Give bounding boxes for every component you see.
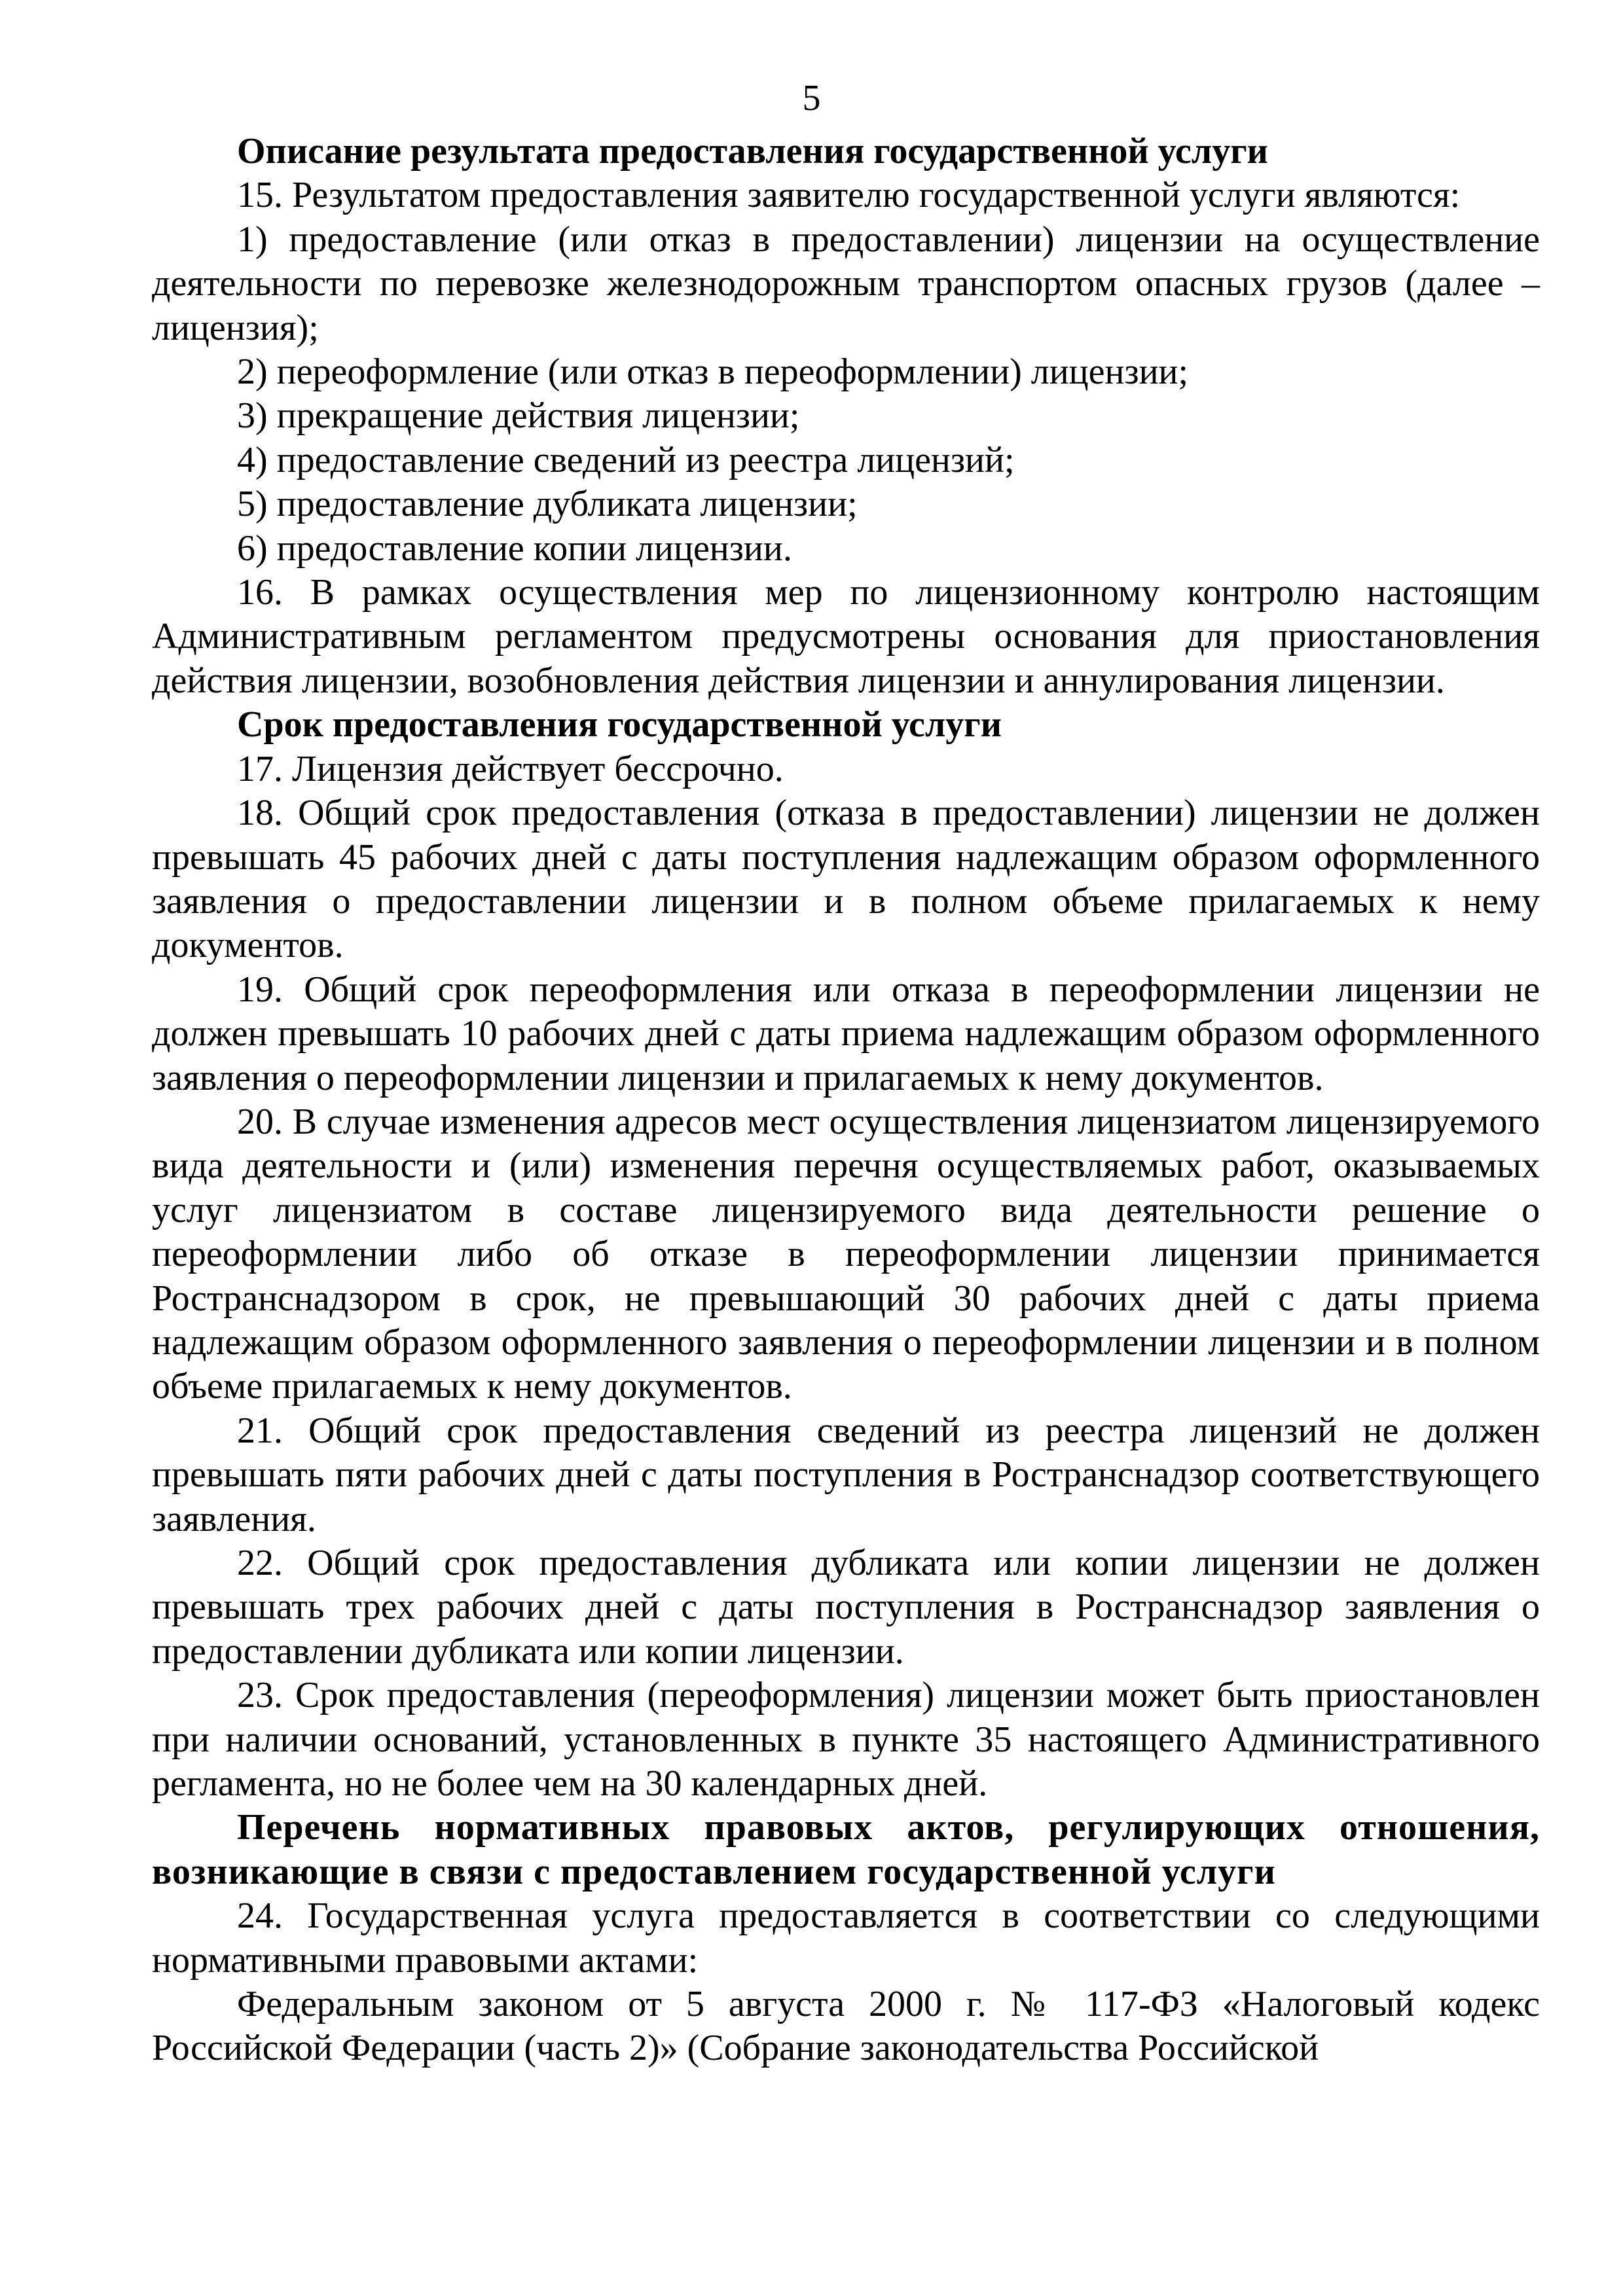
page-number: 5 <box>802 78 821 118</box>
section-heading-acts: Перечень нормативных правовых актов, регулирующих отношения, возникающие в связи с предоставлением государственной услуги <box>152 1807 1540 1892</box>
paragraph-21: 21. Общий срок предоставления сведений из реестра лицензий не должен превышать пяти рабочих дней с даты поступления в Ространснадзор соответствующего заявления. <box>152 1410 1540 1539</box>
paragraph-22: 22. Общий срок предоставления дубликата или копии лицензии не должен превышать трех рабочих дней с даты поступления в Ространснадзор заявления о предоставлении дубликата или копии лицензии. <box>152 1543 1540 1672</box>
paragraph-19: 19. Общий срок переоформления или отказа в переоформлении лицензии не должен превышать 10 рабочих дней с даты приема надлежащим образом оформленного заявления о переоформлении лицензии и прилагаемых к нему документов. <box>152 969 1540 1098</box>
list-item-15-2: 2) переоформление (или отказ в переоформлении) лицензии; <box>237 351 1189 393</box>
list-item-15-3: 3) прекращение действия лицензии; <box>237 395 800 437</box>
paragraph-17: 17. Лицензия действует бессрочно. <box>237 748 784 789</box>
paragraph-23: 23. Срок предоставления (переоформления) лицензии может быть приостановлен при наличии оснований, установленных в пункте 35 настоящего Административного регламента, но не более чем на 30 календарных дней. <box>152 1675 1540 1804</box>
paragraph-20: 20. В случае изменения адресов мест осуществления лицензиатом лицензируемого вида деятельности и (или) изменения перечня осуществляемых работ, оказываемых услуг лицензиатом в составе лицензируемого вида деятельности решение о переоформлении либо об отказе в переоформлении лицензии принимается Ространснадзором в срок, не превышающий 30 рабочих дней с даты приема надлежащим образом оформленного заявления о переоформлении лицензии и в полном объеме прилагаемых к нему документов. <box>152 1101 1540 1407</box>
paragraph-24-law: Федеральным законом от 5 августа 2000 г. № 117-ФЗ «Налоговый кодекс Российской Федерации (часть 2)» (Собрание законодательства Российской <box>152 1984 1540 2069</box>
list-item-15-4: 4) предоставление сведений из реестра лицензий; <box>237 439 1015 480</box>
paragraph-18: 18. Общий срок предоставления (отказа в предоставлении) лицензии не должен превышать 45 рабочих дней с даты поступления надлежащим образом оформленного заявления о предоставлении лицензии и в полном объеме прилагаемых к нему документов. <box>152 793 1540 966</box>
section-heading-term: Срок предоставления государственной услуги <box>237 704 1002 745</box>
list-item-15-6: 6) предоставление копии лицензии. <box>237 528 792 569</box>
document-body <box>152 130 1540 2071</box>
paragraph-24: 24. Государственная услуга предоставляется в соответствии со следующими нормативными правовыми актами: <box>152 1895 1540 1981</box>
section-heading-result: Описание результата предоставления государственной услуги <box>237 131 1268 171</box>
list-item-15-1: 1) предоставление (или отказ в предоставлении) лицензии на осуществление деятельности по перевозке железнодорожным транспортом опасных грузов (далее – лицензия); <box>152 219 1540 348</box>
paragraph-16: 16. В рамках осуществления мер по лицензионному контролю настоящим Административным регламентом предусмотрены основания для приостановления действия лицензии, возобновления действия лицензии и аннулирования лицензии. <box>152 572 1540 701</box>
paragraph-15: 15. Результатом предоставления заявителю государственной услуги являются: <box>237 175 1461 216</box>
list-item-15-5: 5) предоставление дубликата лицензии; <box>237 484 858 525</box>
